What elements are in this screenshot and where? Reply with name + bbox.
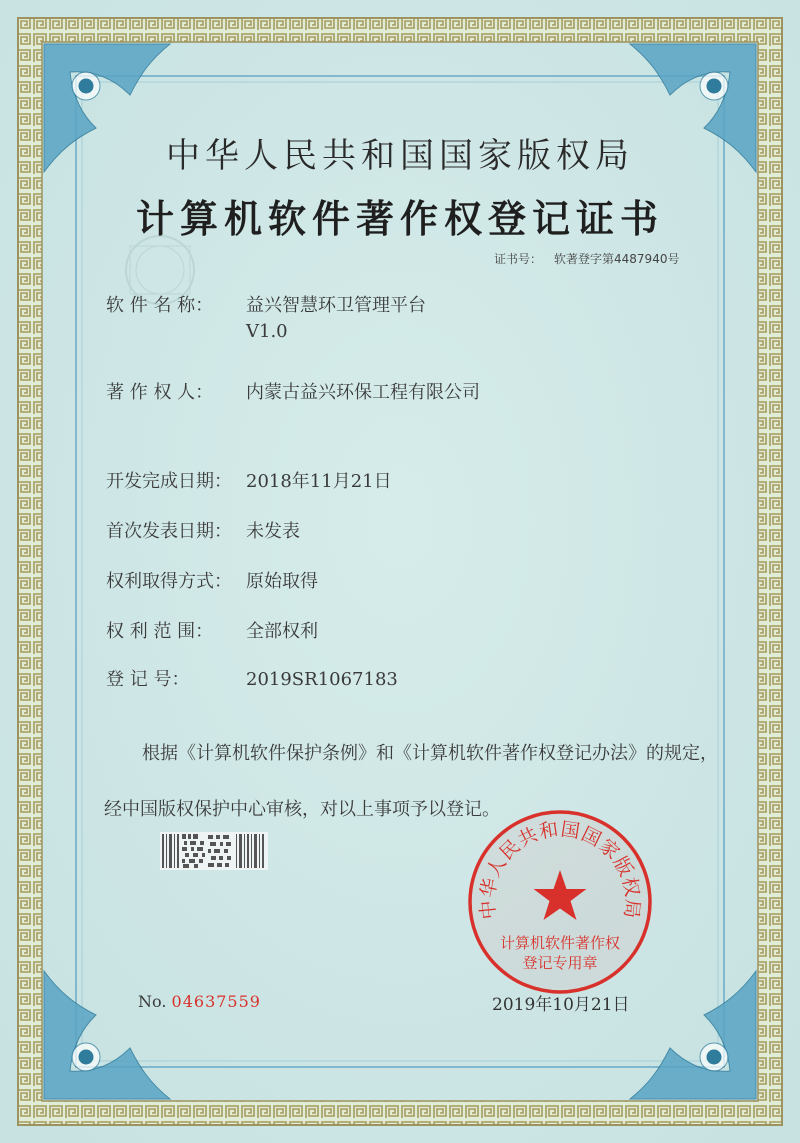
field-value: 2018年11月21日 [246,471,392,492]
svg-text:中华人民共和国国家版权局: 中华人民共和国国家版权局 [476,818,644,921]
serial-number-value: 04637559 [171,992,261,1011]
field-rights-scope [106,619,318,645]
field-value-version: V1.0 [246,321,288,342]
certificate-number-value: 软著登字第4487940号 [554,252,680,266]
field-registration-number [106,667,398,693]
field-label: 权 利 范 围： [106,621,214,642]
field-label: 权利取得方式： [106,571,232,592]
field-software-name [106,293,426,345]
field-value: 原始取得 [246,571,318,592]
field-value: 2019SR1067183 [246,669,398,690]
field-value: 未发表 [246,521,300,542]
serial-number-label: No. [138,992,167,1011]
field-label: 开发完成日期： [106,471,232,492]
field-first-publication-date [106,519,300,545]
field-value: 内蒙古益兴环保工程有限公司 [246,382,480,403]
certificate-number-label: 证书号： [494,252,543,266]
field-label: 著 作 权 人： [106,382,214,403]
official-seal [466,808,654,996]
certificate-title: 计算机软件著作权登记证书 [135,197,664,241]
issue-date: 2019年10月21日 [492,995,630,1015]
field-copyright-owner [106,380,480,406]
certification-statement: 根据《计算机软件保护条例》和《计算机软件著作权登记办法》的规定，经中国版权保护中心审核，对以上事项予以登记。 [104,743,718,820]
seal-text-line1: 计算机软件著作权 [499,934,620,952]
field-value: 益兴智慧环卫管理平台 [246,295,426,316]
seal-text-line2: 登记专用章 [522,954,598,972]
field-label: 登 记 号： [106,669,190,690]
field-development-date [106,469,392,495]
field-acquisition-method [106,569,318,595]
issuer-name: 中华人民共和国国家版权局 [166,136,634,176]
serial-number [138,992,261,1011]
field-label: 首次发表日期： [106,521,232,542]
certificate-number [494,250,679,267]
field-value: 全部权利 [246,621,318,642]
barcode-image [160,832,268,870]
field-label: 软 件 名 称： [106,295,214,316]
